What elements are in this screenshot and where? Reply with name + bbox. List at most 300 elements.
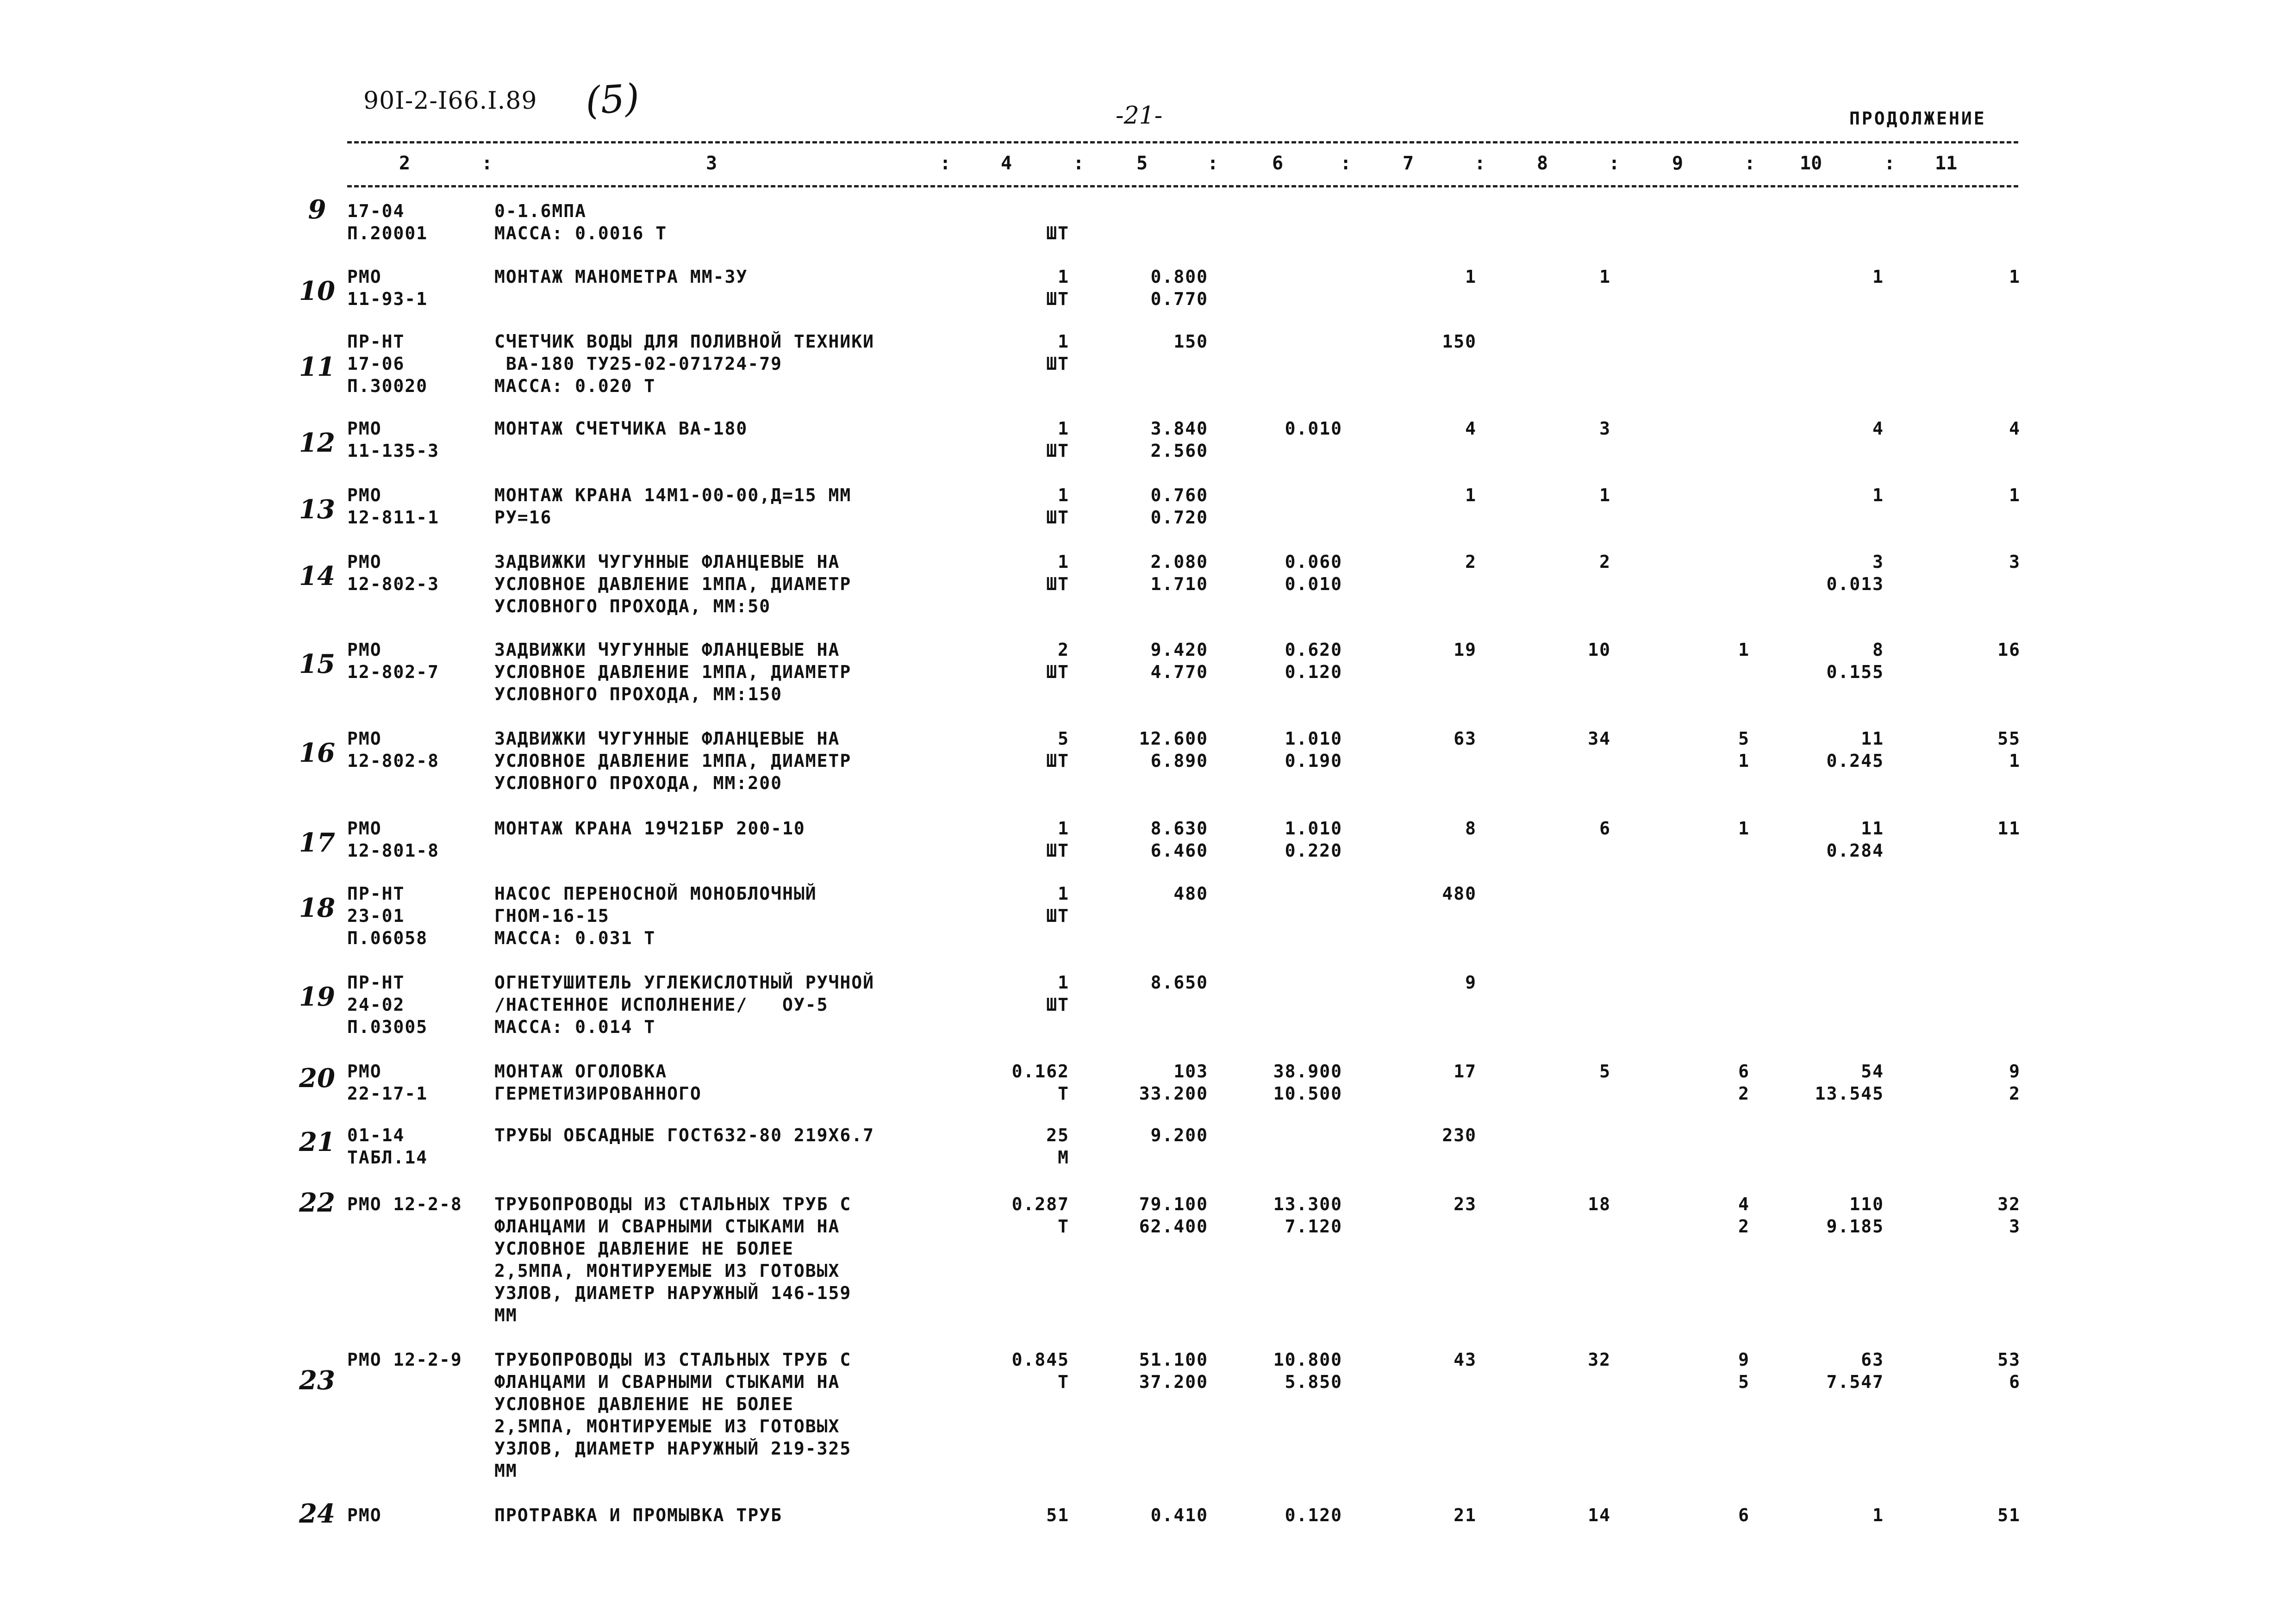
- cell-col-5-line: 79.100: [1139, 1194, 1208, 1214]
- row-number: 16: [299, 738, 335, 768]
- work-description-line: 2,5МПА, МОНТИРУЕМЫЕ ИЗ ГОТОВЫХ: [494, 1261, 840, 1281]
- cell-col-7-line: 1: [1465, 485, 1477, 505]
- col-header-9: 9: [1672, 153, 1684, 174]
- cell-col-6: [1285, 1504, 1342, 1526]
- norm-code-line: 17-06: [347, 354, 405, 374]
- cell-col-6-line: 1.010: [1285, 818, 1342, 839]
- cell-col-4-line: Т: [1058, 1216, 1069, 1237]
- cell-col-6-line: 0.010: [1285, 418, 1342, 439]
- cell-col-5-line: 1.710: [1150, 574, 1208, 594]
- row-number: 17: [299, 827, 335, 858]
- work-description-line: МАССА: 0.020 Т: [494, 376, 656, 396]
- cell-col-11-line: 32: [1997, 1194, 2021, 1214]
- cell-col-11: [2009, 484, 2021, 506]
- col-header-10: 10: [1800, 153, 1822, 174]
- work-description-line: УСЛОВНОГО ПРОХОДА, ММ:150: [494, 684, 782, 704]
- cell-col-11: [1997, 817, 2021, 839]
- cell-col-9: [1738, 728, 1750, 772]
- cell-col-5-line: 37.200: [1139, 1372, 1208, 1392]
- cell-col-6-line: 7.120: [1285, 1216, 1342, 1237]
- cell-col-8-line: 10: [1588, 640, 1611, 660]
- cell-col-10-line: 3: [1872, 552, 1884, 572]
- cell-col-4: [1046, 639, 1069, 683]
- cell-col-10: [1815, 1060, 1884, 1105]
- cell-col-7: [1465, 417, 1477, 440]
- cell-col-4-line: 2: [1058, 640, 1069, 660]
- work-description-line: УСЛОВНОЕ ДАВЛЕНИЕ 1МПА, ДИАМЕТР: [494, 751, 852, 771]
- cell-col-6-line: 38.900: [1273, 1061, 1342, 1082]
- cell-col-4: [1046, 728, 1069, 772]
- cell-col-7-line: 230: [1442, 1125, 1477, 1145]
- cell-col-9-line: 1: [1738, 751, 1750, 771]
- cell-col-4-line: 0.162: [1011, 1061, 1069, 1082]
- cell-col-5: [1151, 417, 1208, 462]
- norm-code: [347, 417, 439, 462]
- cell-col-10-line: 0.284: [1826, 840, 1884, 861]
- norm-code-line: РМО: [347, 267, 382, 287]
- cell-col-8: [1599, 484, 1611, 506]
- cell-col-10-line: 110: [1849, 1194, 1884, 1214]
- work-description-line: УЗЛОВ, ДИАМЕТР НАРУЖНЫЙ 146-159: [494, 1283, 852, 1303]
- cell-col-9: [1738, 1349, 1750, 1393]
- cell-col-8-line: 2: [1599, 552, 1611, 572]
- cell-col-4-line: М: [1058, 1147, 1069, 1168]
- norm-code: [347, 1349, 462, 1371]
- cell-col-10: [1827, 728, 1884, 772]
- work-description-line: ММ: [494, 1461, 518, 1481]
- cell-col-10-line: 1: [1872, 267, 1884, 287]
- work-description: [494, 639, 851, 705]
- cell-col-5-line: 2.560: [1150, 441, 1208, 461]
- cell-col-9-line: 5: [1738, 728, 1750, 749]
- cell-col-10: [1827, 1349, 1884, 1393]
- cell-col-8: [1599, 551, 1611, 573]
- cell-col-8: [1588, 1504, 1611, 1526]
- cell-col-4: [1046, 200, 1069, 244]
- row-number: 21: [299, 1127, 335, 1157]
- cell-col-10-line: 11: [1861, 818, 1884, 839]
- cell-col-4-line: 5: [1058, 728, 1069, 749]
- row-number: 14: [299, 561, 335, 591]
- cell-col-4-line: ШТ: [1046, 223, 1069, 243]
- cell-col-4: [1012, 1349, 1069, 1393]
- norm-code: [347, 639, 439, 683]
- cell-col-5-line: 12.600: [1139, 728, 1208, 749]
- cell-col-4-line: ШТ: [1046, 574, 1069, 594]
- norm-code-line: РМО: [347, 552, 382, 572]
- work-description-line: РУ=16: [494, 507, 552, 528]
- work-description: [494, 417, 748, 440]
- cell-col-6: [1273, 1060, 1342, 1105]
- cell-col-9-line: 1: [1738, 640, 1750, 660]
- cell-col-10-line: 63: [1861, 1349, 1884, 1370]
- cell-col-10-line: 4: [1872, 418, 1884, 439]
- cell-col-4: [1046, 971, 1069, 1016]
- col-header-4: 4: [1001, 153, 1012, 174]
- cell-col-7-line: 4: [1465, 418, 1477, 439]
- cell-col-9-line: 6: [1738, 1505, 1750, 1525]
- cell-col-4-line: 1: [1058, 331, 1069, 352]
- cell-col-6-line: 0.120: [1285, 1505, 1342, 1525]
- cell-col-4-line: 1: [1058, 972, 1069, 993]
- norm-code-line: 17-04: [347, 201, 405, 221]
- norm-code-line: РМО: [347, 640, 382, 660]
- work-description: [494, 200, 667, 244]
- work-description-line: ГЕРМЕТИЗИРОВАННОГО: [494, 1083, 702, 1104]
- cell-col-9: [1738, 639, 1750, 661]
- cell-col-9-line: 1: [1738, 818, 1750, 839]
- norm-code-line: 12-802-3: [347, 574, 440, 594]
- cell-col-4: [1046, 817, 1069, 862]
- cell-col-8-line: 6: [1599, 818, 1611, 839]
- row-number: 12: [299, 428, 335, 458]
- col-separator: :: [1884, 153, 1896, 174]
- cell-col-7: [1465, 484, 1477, 506]
- work-description-line: МАССА: 0.031 Т: [494, 928, 656, 948]
- cell-col-9-line: 2: [1738, 1216, 1750, 1237]
- cell-col-5: [1151, 1504, 1208, 1526]
- cell-col-5: [1139, 1193, 1208, 1237]
- cell-col-7-line: 23: [1454, 1194, 1477, 1214]
- cell-col-10-line: 0.155: [1826, 662, 1884, 682]
- cell-col-7-line: 9: [1465, 972, 1477, 993]
- cell-col-11: [2009, 1060, 2021, 1105]
- work-description-line: ФЛАНЦАМИ И СВАРНЫМИ СТЫКАМИ НА: [494, 1372, 840, 1392]
- cell-col-11: [1997, 1193, 2021, 1237]
- norm-code: [347, 200, 428, 244]
- row-number: 24: [299, 1499, 335, 1529]
- cell-col-6-line: 0.120: [1285, 662, 1342, 682]
- cell-col-6-line: 0.060: [1285, 552, 1342, 572]
- cell-col-4-line: Т: [1058, 1083, 1069, 1104]
- cell-col-5-line: 0.410: [1150, 1505, 1208, 1525]
- cell-col-6-line: 1.010: [1285, 728, 1342, 749]
- row-number: 10: [299, 276, 335, 306]
- cell-col-6: [1273, 1349, 1342, 1393]
- work-description-line: МОНТАЖ КРАНА 19Ч21БР 200-10: [494, 818, 805, 839]
- work-description-line: ЗАДВИЖКИ ЧУГУННЫЕ ФЛАНЦЕВЫЕ НА: [494, 552, 840, 572]
- page-number: -21-: [1116, 102, 1163, 130]
- cell-col-7: [1454, 1504, 1477, 1526]
- cell-col-4-line: ШТ: [1046, 662, 1069, 682]
- cell-col-7-line: 17: [1454, 1061, 1477, 1082]
- work-description-line: УСЛОВНОЕ ДАВЛЕНИЕ НЕ БОЛЕЕ: [494, 1238, 794, 1259]
- cell-col-6-line: 10.500: [1273, 1083, 1342, 1104]
- cell-col-8: [1588, 1193, 1611, 1215]
- cell-col-11: [1997, 1349, 2021, 1393]
- cell-col-7-line: 150: [1442, 331, 1477, 352]
- work-description-line: ТРУБОПРОВОДЫ ИЗ СТАЛЬНЫХ ТРУБ С: [494, 1349, 852, 1370]
- col-header-8: 8: [1537, 153, 1548, 174]
- work-description-line: УСЛОВНОГО ПРОХОДА, ММ:200: [494, 773, 782, 793]
- col-header-2: 2: [399, 153, 411, 174]
- cell-col-6-line: 0.010: [1285, 574, 1342, 594]
- cell-col-10: [1827, 639, 1884, 683]
- cell-col-5-line: 8.650: [1150, 972, 1208, 993]
- norm-code-line: 12-802-8: [347, 751, 440, 771]
- cell-col-5: [1151, 484, 1208, 529]
- cell-col-9: [1738, 1060, 1750, 1105]
- cell-col-7: [1442, 330, 1477, 353]
- cell-col-10-line: 1: [1872, 1505, 1884, 1525]
- norm-code-line: 11-135-3: [347, 441, 440, 461]
- cell-col-5-line: 480: [1173, 883, 1208, 904]
- cell-col-8-line: 34: [1588, 728, 1611, 749]
- cell-col-5: [1139, 1060, 1208, 1105]
- cell-col-4-line: ШТ: [1046, 995, 1069, 1015]
- cell-col-10: [1827, 817, 1884, 862]
- work-description-line: МАССА: 0.0016 Т: [494, 223, 668, 243]
- cell-col-11: [2009, 551, 2021, 573]
- cell-col-4-line: 0.287: [1011, 1194, 1069, 1214]
- cell-col-7: [1454, 1193, 1477, 1215]
- cell-col-6: [1273, 1193, 1342, 1237]
- work-description-line: 0-1.6МПА: [494, 201, 587, 221]
- cell-col-11-line: 6: [2009, 1372, 2021, 1392]
- cell-col-6-line: 5.850: [1285, 1372, 1342, 1392]
- cell-col-4: [1046, 330, 1069, 375]
- cell-col-5: [1151, 971, 1208, 994]
- work-description-line: /НАСТЕННОЕ ИСПОЛНЕНИЕ/ ОУ-5: [494, 995, 829, 1015]
- cell-col-11-line: 55: [1997, 728, 2021, 749]
- norm-code-line: 24-02: [347, 995, 405, 1015]
- work-description-line: УСЛОВНОЕ ДАВЛЕНИЕ НЕ БОЛЕЕ: [494, 1394, 794, 1414]
- cell-col-6-line: 0.220: [1285, 840, 1342, 861]
- cell-col-10-line: 7.547: [1826, 1372, 1884, 1392]
- cell-col-9-line: 9: [1738, 1349, 1750, 1370]
- row-number: 19: [299, 982, 335, 1012]
- cell-col-7-line: 2: [1465, 552, 1477, 572]
- col-separator: :: [1609, 153, 1620, 174]
- cell-col-4: [1046, 883, 1069, 927]
- cell-col-8-line: 1: [1599, 267, 1611, 287]
- cell-col-8-line: 3: [1599, 418, 1611, 439]
- work-description-line: МОНТАЖ МАНОМЕТРА ММ-3У: [494, 267, 748, 287]
- cell-col-9-line: 4: [1738, 1194, 1750, 1214]
- work-description: [494, 1060, 702, 1105]
- cell-col-4-line: ШТ: [1046, 751, 1069, 771]
- norm-code: [347, 330, 428, 397]
- norm-code-line: РМО: [347, 418, 382, 439]
- cell-col-9: [1738, 817, 1750, 839]
- cell-col-8: [1599, 817, 1611, 839]
- norm-code: [347, 883, 428, 949]
- norm-code: [347, 971, 428, 1038]
- cell-col-5-line: 103: [1173, 1061, 1208, 1082]
- cell-col-6-line: 13.300: [1273, 1194, 1342, 1214]
- norm-code-line: 23-01: [347, 906, 405, 926]
- cell-col-5: [1139, 1349, 1208, 1393]
- cell-col-8-line: 14: [1588, 1505, 1611, 1525]
- cell-col-10-line: 1: [1872, 485, 1884, 505]
- cell-col-4-line: 51: [1046, 1505, 1069, 1525]
- norm-code-line: РМО: [347, 1061, 382, 1082]
- col-separator: :: [1207, 153, 1219, 174]
- norm-code-line: 12-801-8: [347, 840, 440, 861]
- cell-col-5-line: 6.890: [1150, 751, 1208, 771]
- cell-col-4-line: 1: [1058, 267, 1069, 287]
- cell-col-8: [1588, 639, 1611, 661]
- cell-col-10: [1827, 551, 1884, 595]
- work-description: [494, 1193, 851, 1326]
- cell-col-10: [1872, 1504, 1884, 1526]
- cell-col-7: [1454, 728, 1477, 750]
- col-header-3: 3: [706, 153, 718, 174]
- norm-code: [347, 551, 439, 595]
- norm-code-line: ПР-НТ: [347, 972, 405, 993]
- cell-col-10: [1827, 1193, 1884, 1237]
- cell-col-10-line: 13.545: [1815, 1083, 1884, 1104]
- cell-col-7: [1454, 639, 1477, 661]
- work-description: [494, 728, 851, 794]
- cell-col-11-line: 2: [2009, 1083, 2021, 1104]
- col-separator: :: [1340, 153, 1352, 174]
- work-description-line: ВА-180 ТУ25-02-071724-79: [494, 354, 782, 374]
- cell-col-11: [2009, 417, 2021, 440]
- cell-col-7-line: 19: [1454, 640, 1477, 660]
- cell-col-4: [1046, 1504, 1069, 1526]
- col-separator: :: [1744, 153, 1756, 174]
- norm-code-line: РМО: [347, 818, 382, 839]
- cell-col-4: [1046, 417, 1069, 462]
- cell-col-10-line: 9.185: [1826, 1216, 1884, 1237]
- cell-col-10: [1872, 484, 1884, 506]
- cell-col-7: [1465, 817, 1477, 839]
- cell-col-11-line: 1: [2009, 267, 2021, 287]
- work-description-line: ЗАДВИЖКИ ЧУГУННЫЕ ФЛАНЦЕВЫЕ НА: [494, 728, 840, 749]
- cell-col-11: [2009, 266, 2021, 288]
- work-description: [494, 883, 817, 949]
- work-description-line: ТРУБОПРОВОДЫ ИЗ СТАЛЬНЫХ ТРУБ С: [494, 1194, 852, 1214]
- work-description-line: УСЛОВНОЕ ДАВЛЕНИЕ 1МПА, ДИАМЕТР: [494, 574, 852, 594]
- norm-code: [347, 728, 439, 772]
- norm-code-line: РМО: [347, 485, 382, 505]
- work-description: [494, 1349, 851, 1482]
- cell-col-5-line: 33.200: [1139, 1083, 1208, 1104]
- cell-col-11-line: 16: [1997, 640, 2021, 660]
- cell-col-11-line: 3: [2009, 1216, 2021, 1237]
- cell-col-4-line: ШТ: [1046, 507, 1069, 528]
- cell-col-7-line: 480: [1442, 883, 1477, 904]
- norm-code-line: П.20001: [347, 223, 428, 243]
- cell-col-11: [1997, 639, 2021, 661]
- norm-code-line: 01-14: [347, 1125, 405, 1145]
- cell-col-7: [1454, 1349, 1477, 1371]
- cell-col-7-line: 1: [1465, 267, 1477, 287]
- work-description-line: ОГНЕТУШИТЕЛЬ УГЛЕКИСЛОТНЫЙ РУЧНОЙ: [494, 972, 874, 993]
- work-description-line: УСЛОВНОЕ ДАВЛЕНИЕ 1МПА, ДИАМЕТР: [494, 662, 852, 682]
- cell-col-4-line: [1046, 200, 1069, 222]
- norm-code: [347, 266, 428, 310]
- cell-col-8: [1599, 417, 1611, 440]
- norm-code: [347, 1124, 428, 1169]
- norm-code-line: РМО 12-2-9: [347, 1349, 462, 1370]
- norm-code: [347, 1060, 428, 1105]
- cell-col-7: [1465, 551, 1477, 573]
- work-description-line: МОНТАЖ КРАНА 14М1-00-00,Д=15 ММ: [494, 485, 852, 505]
- cell-col-6: [1285, 728, 1342, 772]
- col-separator: :: [1073, 153, 1085, 174]
- norm-code-line: 12-802-7: [347, 662, 440, 682]
- work-description-line: ГНОМ-16-15: [494, 906, 610, 926]
- row-number: 15: [299, 649, 335, 679]
- cell-col-5: [1139, 728, 1208, 772]
- cell-col-8-line: 32: [1588, 1349, 1611, 1370]
- cell-col-6: [1285, 639, 1342, 683]
- cell-col-5-line: 0.770: [1150, 289, 1208, 309]
- work-description-line: СЧЕТЧИК ВОДЫ ДЛЯ ПОЛИВНОЙ ТЕХНИКИ: [494, 331, 874, 352]
- cell-col-5-line: 4.770: [1150, 662, 1208, 682]
- cell-col-7: [1465, 266, 1477, 288]
- cell-col-11: [1997, 728, 2021, 772]
- cell-col-4-line: ШТ: [1046, 289, 1069, 309]
- cell-col-5-line: 62.400: [1139, 1216, 1208, 1237]
- work-description: [494, 1504, 782, 1526]
- col-separator: :: [1474, 153, 1486, 174]
- cell-col-6: [1285, 551, 1342, 595]
- work-description-line: ЗАДВИЖКИ ЧУГУННЫЕ ФЛАНЦЕВЫЕ НА: [494, 640, 840, 660]
- cell-col-10-line: 11: [1861, 728, 1884, 749]
- cell-col-5-line: 9.200: [1150, 1125, 1208, 1145]
- cell-col-8-line: 1: [1599, 485, 1611, 505]
- norm-code-line: ПР-НТ: [347, 883, 405, 904]
- work-description-line: МОНТАЖ ОГОЛОВКА: [494, 1061, 668, 1082]
- cell-col-4: [1012, 1193, 1069, 1237]
- cell-col-5: [1173, 330, 1208, 353]
- document-code-handwritten: (5): [584, 76, 641, 124]
- work-description-line: МАССА: 0.014 Т: [494, 1017, 656, 1037]
- cell-col-8: [1588, 728, 1611, 750]
- work-description: [494, 484, 851, 529]
- cell-col-5: [1151, 817, 1208, 862]
- cell-col-5-line: 51.100: [1139, 1349, 1208, 1370]
- cell-col-5: [1151, 1124, 1208, 1146]
- norm-code-line: 22-17-1: [347, 1083, 428, 1104]
- cell-col-4: [1046, 1124, 1069, 1169]
- work-description: [494, 266, 748, 288]
- cell-col-5-line: 0.720: [1150, 507, 1208, 528]
- work-description-line: ФЛАНЦАМИ И СВАРНЫМИ СТЫКАМИ НА: [494, 1216, 840, 1237]
- work-description-line: МОНТАЖ СЧЕТЧИКА ВА-180: [494, 418, 748, 439]
- norm-code: [347, 484, 439, 529]
- cell-col-5-line: 0.760: [1150, 485, 1208, 505]
- norm-code-line: ПР-НТ: [347, 331, 405, 352]
- norm-code: [347, 1504, 382, 1526]
- cell-col-4-line: 1: [1058, 552, 1069, 572]
- cell-col-5-line: 6.460: [1150, 840, 1208, 861]
- cell-col-4-line: ШТ: [1046, 906, 1069, 926]
- cell-col-7: [1442, 1124, 1477, 1146]
- cell-col-4: [1012, 1060, 1069, 1105]
- cell-col-10-line: 0.245: [1826, 751, 1884, 771]
- cell-col-6: [1285, 817, 1342, 862]
- cell-col-4-line: 0.845: [1011, 1349, 1069, 1370]
- cell-col-4-line: Т: [1058, 1372, 1069, 1392]
- work-description: [494, 971, 874, 1038]
- cell-col-9: [1738, 1504, 1750, 1526]
- cell-col-4-line: 1: [1058, 418, 1069, 439]
- cell-col-4-line: ШТ: [1046, 441, 1069, 461]
- cell-col-5-line: 0.800: [1150, 267, 1208, 287]
- work-description-line: 2,5МПА, МОНТИРУЕМЫЕ ИЗ ГОТОВЫХ: [494, 1416, 840, 1436]
- cell-col-6-line: 10.800: [1273, 1349, 1342, 1370]
- row-number: 11: [299, 352, 335, 382]
- cell-col-11-line: 51: [1997, 1505, 2021, 1525]
- cell-col-10-line: 54: [1861, 1061, 1884, 1082]
- cell-col-6-line: 0.620: [1285, 640, 1342, 660]
- work-description-line: ПРОТРАВКА И ПРОМЫВКА ТРУБ: [494, 1505, 782, 1525]
- row-number: 18: [299, 893, 335, 923]
